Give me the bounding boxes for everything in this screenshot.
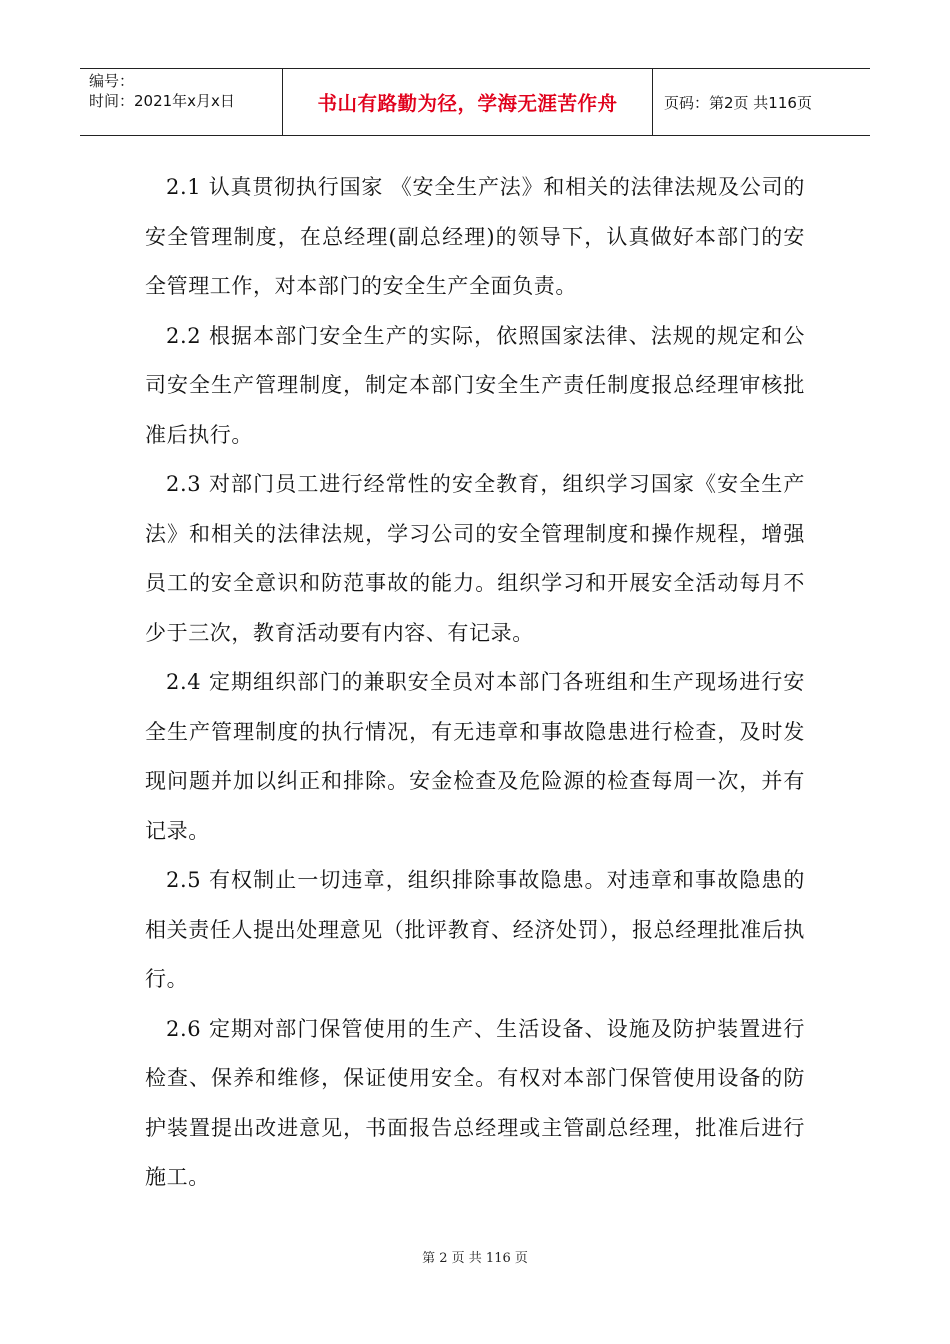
document-header bbox=[80, 68, 870, 136]
clause-2-4: 2.4 定期组织部门的兼职安全员对本部门各班组和生产现场进行安全生产管理制度的执行情况，有无违章和事故隐患进行检查，及时发现问题并加以纠正和排除。安金检查及危险源的检查每周一次，并有记录。 bbox=[145, 670, 805, 843]
page-footer: 第 2 页 共 116 页 bbox=[422, 1251, 528, 1266]
document-body bbox=[145, 163, 805, 1203]
clause-2-2: 2.2 根据本部门安全生产的实际，依照国家法律、法规的规定和公司安全生产管理制度，制定本部门安全生产责任制度报总经理审核批准后执行。 bbox=[145, 323, 805, 447]
clause-2-5: 2.5 有权制止一切违章，组织排除事故隐患。对违章和事故隐患的相关责任人提出处理意见（批评教育、经济处罚），报总经理批准后执行。 bbox=[145, 868, 805, 991]
header-page-info: 页码：第2页 共116页 bbox=[664, 93, 812, 112]
clause-2-3: 2.3 对部门员工进行经常性的安全教育，组织学习国家《安全生产法》和相关的法律法规，学习公司的安全管理制度和操作规程，增强员工的安全意识和防范事故的能力。组织学习和开展安全活动每月不少于三次，教育活动要有内容、有记录。 bbox=[145, 472, 805, 645]
header-meta-cell bbox=[80, 69, 283, 135]
header-page-cell bbox=[653, 69, 870, 135]
clause-2-6: 2.6 定期对部门保管使用的生产、生活设备、设施及防护装置进行检查、保养和维修，保证使用安全。有权对本部门保管使用设备的防护装置提出改进意见，书面报告总经理或主管副总经理，批准后进行施工。 bbox=[145, 1016, 805, 1189]
document-date-label: 时间：2021年x月x日 bbox=[89, 92, 235, 110]
clause-2-1: 2.1 认真贯彻执行国家 《安全生产法》和相关的法律法规及公司的安全管理制度，在总经理(副总经理)的领导下，认真做好本部门的安全管理工作，对本部门的安全生产全面负责。 bbox=[145, 175, 805, 298]
header-motto-cell bbox=[283, 69, 653, 135]
document-code-label: 编号： bbox=[89, 72, 135, 90]
header-motto: 书山有路勤为径，学海无涯苦作舟 bbox=[317, 92, 618, 115]
